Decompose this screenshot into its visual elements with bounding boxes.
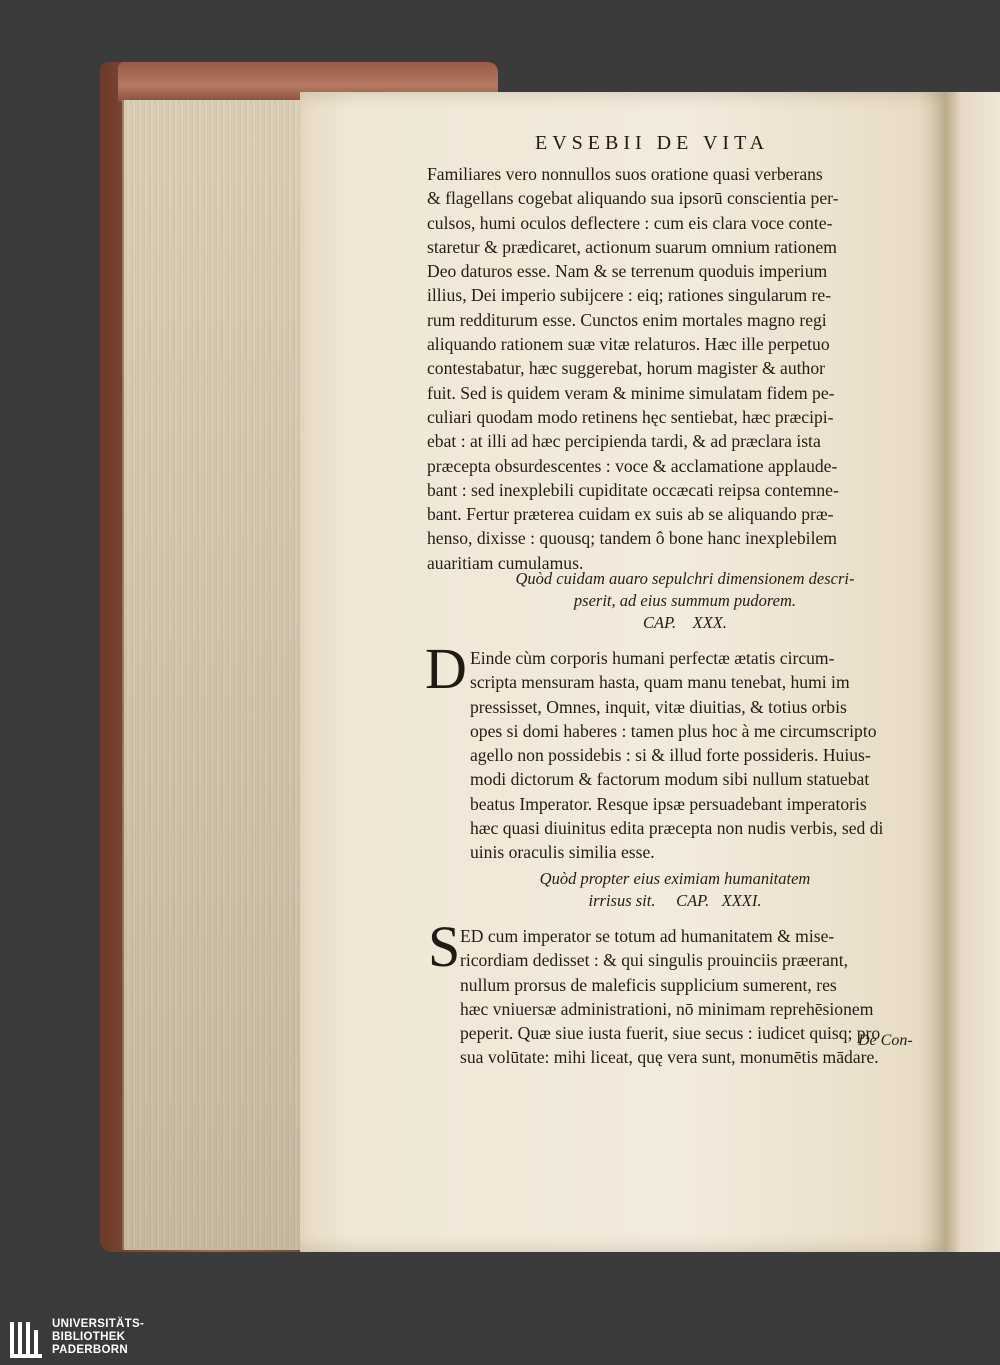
heading-line: CAP. XXX. [642, 613, 728, 632]
library-logo-icon [8, 1320, 44, 1360]
catchword: De Con- [858, 1032, 913, 1049]
text-line: Einde cùm corporis humani perfectæ ætatis circum- [470, 648, 835, 668]
text-line: contestabatur, hæc suggerebat, horum magister & author [427, 358, 825, 379]
text-line: Deo daturos esse. Nam & se terrenum quoduis imperium [427, 261, 828, 282]
page-edges-shade [122, 100, 302, 1250]
right-page-edge [945, 92, 1000, 1252]
drop-cap-d: D [425, 636, 467, 701]
text-line: staretur & prædicaret, actionum suarum omnium rationem [427, 236, 837, 257]
text-line: præcepta obsurdescentes : voce & acclamatione applaude- [427, 455, 838, 476]
text-line: henso, dixisse : quousq; tandem ô bone hanc inexplebilem [427, 528, 837, 549]
text-line: Familiares vero nonnullos suos oratione quasi verberans [427, 164, 823, 184]
text-line: opes si domi haberes : tamen plus hoc à me circumscripto [470, 720, 877, 741]
text-line: scripta mensuram hasta, quam manu tenebat, humi im [470, 672, 850, 693]
text-line: bant. Fertur præterea cuidam ex suis ab se aliquando præ- [427, 504, 834, 525]
text-line: beatus Imperator. Resque ipsæ persuadebant imperatoris [470, 793, 867, 814]
text-line: bant : sed inexplebili cupiditate occæcati reipsa contemne- [427, 479, 839, 500]
text-line: culiari quodam modo retinens hęc sentiebat, hæc præcipi- [427, 406, 834, 427]
paragraph-1 [427, 162, 947, 575]
text-line: hæc vniuersæ administrationi, nō minimam reprehēsionem [460, 998, 874, 1019]
text-line: ED cum imperator se totum ad humanitatem & mise- [460, 926, 835, 946]
footer-bar [0, 1315, 1000, 1365]
text-line: illius, Dei imperio subijcere : eiq; rationes singularum re- [427, 285, 832, 306]
text-line: fuit. Sed is quidem veram & minime simulatam fidem pe- [427, 382, 835, 403]
heading-line: irrisus sit. CAP. XXXI. [588, 891, 762, 910]
text-line: peperit. Quæ siue iusta fuerit, siue secus : iudicet quisq; pro [460, 1023, 881, 1044]
text-line: rum redditurum esse. Cunctos enim mortales magno regi [427, 309, 827, 330]
library-name-line-1: UNIVERSITÄTS- [52, 1318, 145, 1330]
running-head: EVSEBII DE VITA [535, 132, 770, 154]
chapter-heading-31 [415, 868, 935, 912]
library-name-line-3: PADERBORN [52, 1344, 128, 1356]
text-line: sua volūtate: mihi liceat, quę vera sunt, monumētis mādare. [460, 1047, 879, 1068]
heading-line: pserit, ad eius summum pudorem. [573, 591, 797, 610]
text-line: pressisset, Omnes, inquit, vitæ diuitias, & totius orbis [470, 696, 847, 717]
text-line: auaritiam cumulamus. [427, 552, 584, 573]
drop-cap-s: S [428, 914, 461, 979]
text-line: aliquando rationem suæ vitæ relaturos. Hæc ille perpetuo [427, 334, 830, 355]
text-line: nullum prorsus de maleficis supplicium sumerent, res [460, 974, 837, 995]
heading-line: Quòd cuidam auaro sepulchri dimensionem descri- [515, 569, 855, 588]
text-line: uinis oraculis similia esse. [470, 842, 655, 863]
text-line: culsos, humi oculos deflectere : cum eis clara voce conte- [427, 212, 833, 233]
library-name-line-2: BIBLIOTHEK [52, 1331, 126, 1343]
chapter-heading-30 [425, 568, 945, 634]
text-line: ebat : at illi ad hæc percipienda tardi, & ad præclara ista [427, 431, 821, 452]
text-line: agello non possidebis : si & illud forte possideris. Huius- [470, 745, 871, 766]
heading-line: Quòd propter eius eximiam humanitatem [539, 869, 811, 888]
paragraph-2 [470, 646, 945, 865]
library-name [52, 1318, 144, 1357]
text-line: modi dictorum & factorum modum sibi nullum statuebat [470, 769, 870, 790]
text-line: hæc quasi diuinitus edita præcepta non nudis verbis, sed di [470, 818, 884, 839]
text-line: ricordiam dedisset : & qui singulis prouinciis præerant, [460, 950, 848, 971]
text-line: & flagellans cogebat aliquando sua ipsorū conscientia per- [427, 188, 839, 209]
